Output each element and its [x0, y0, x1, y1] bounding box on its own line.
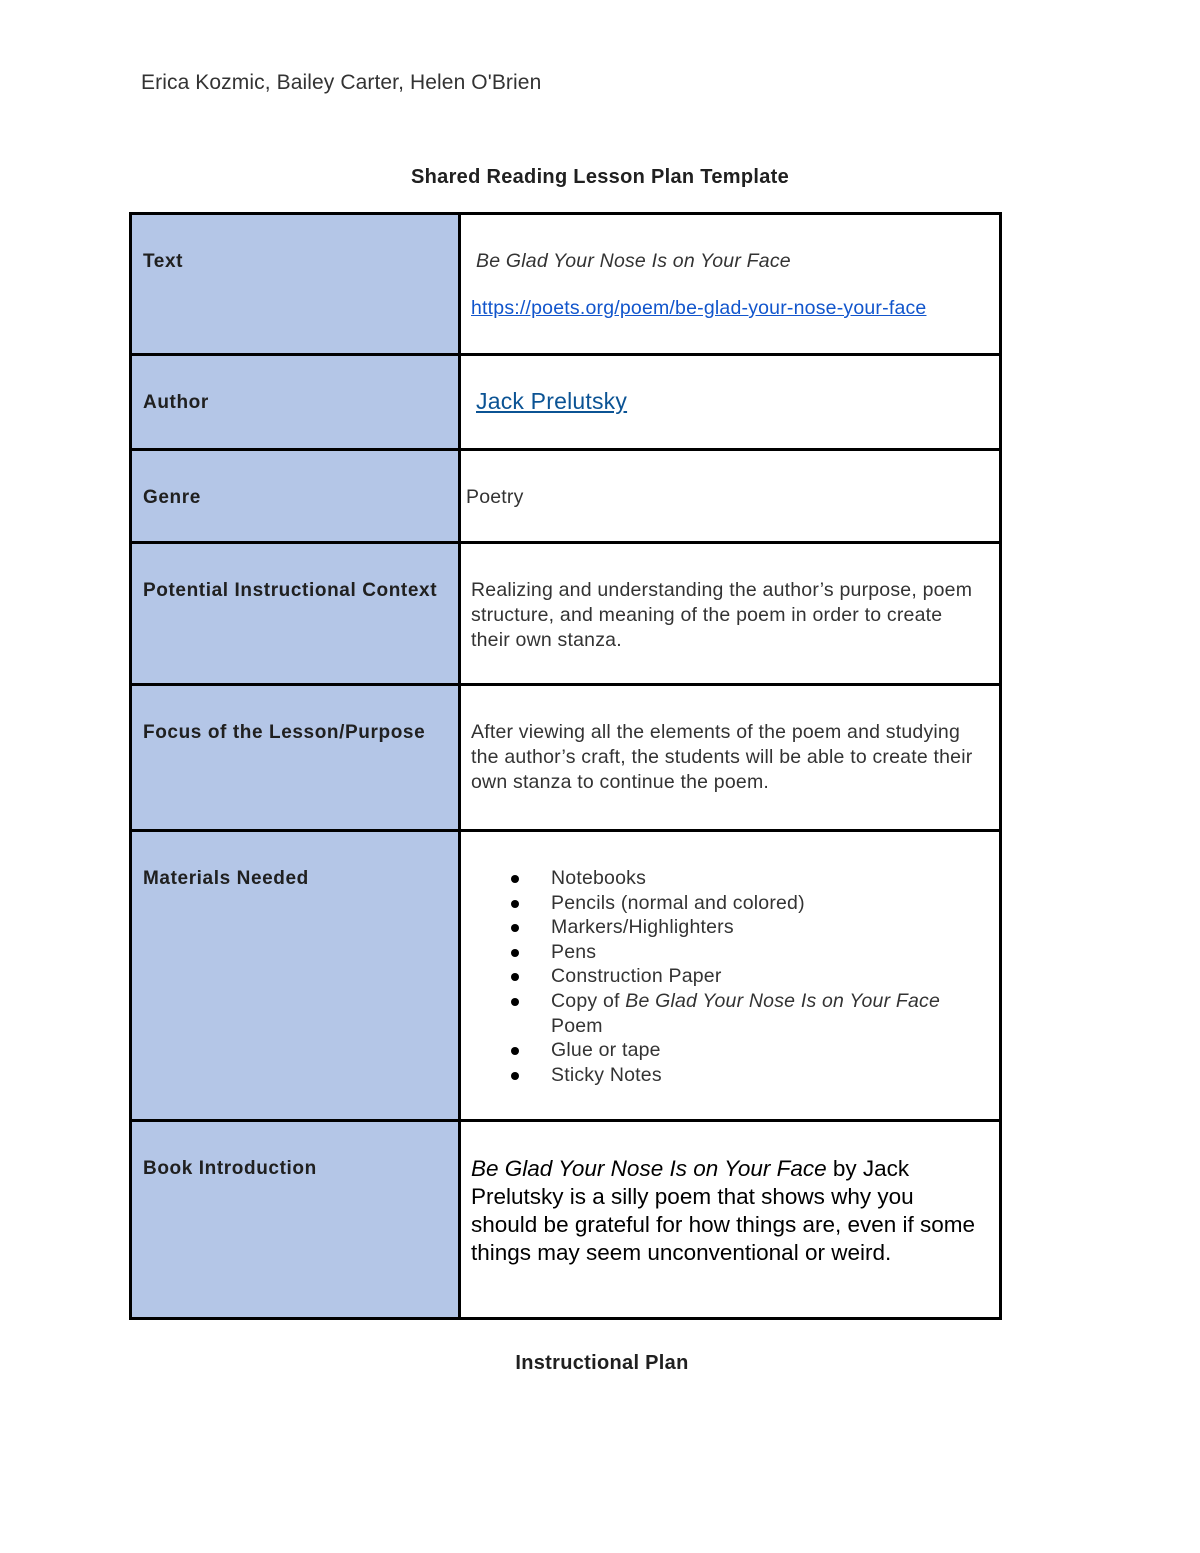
- label-cell: [131, 214, 460, 355]
- bullet-icon: [511, 875, 519, 883]
- introduction-label: Book Introduction: [143, 1158, 317, 1179]
- document-title: Shared Reading Lesson Plan Template: [411, 166, 789, 188]
- list-item: Pens: [511, 940, 983, 965]
- focus-value: After viewing all the elements of the poem and studying the author’s craft, the students will be able to create their own stanza to continue the poem.: [471, 721, 973, 793]
- table-row-text: [131, 214, 1001, 355]
- document-authors: Erica Kozmic, Bailey Carter, Helen O'Brien: [141, 71, 542, 94]
- list-item: Notebooks: [511, 866, 983, 891]
- value-cell: [460, 543, 1001, 685]
- bullet-icon: [511, 973, 519, 981]
- text-label: Text: [143, 251, 184, 272]
- introduction-title: Be Glad Your Nose Is on Your Face: [471, 1156, 827, 1181]
- label-cell: [131, 685, 460, 831]
- bullet-icon: [511, 949, 519, 957]
- genre-value: Poetry: [466, 486, 524, 508]
- table-row-author: [131, 355, 1001, 450]
- focus-label: Focus of the Lesson/Purpose: [143, 722, 426, 743]
- bullet-icon: [511, 1072, 519, 1080]
- bullet-icon: [511, 998, 519, 1006]
- value-cell: [460, 450, 1001, 543]
- poem-title: Be Glad Your Nose Is on Your Face: [476, 250, 791, 272]
- table-row-focus: [131, 685, 1001, 831]
- bullet-icon: [511, 900, 519, 908]
- value-cell: [460, 355, 1001, 450]
- bullet-icon: [511, 924, 519, 932]
- label-cell: [131, 450, 460, 543]
- table-row-genre: [131, 450, 1001, 543]
- table-row-context: [131, 543, 1001, 685]
- materials-list: [471, 866, 983, 1087]
- poem-link[interactable]: https://poets.org/poem/be-glad-your-nose-your-face: [471, 297, 927, 319]
- list-item: Pencils (normal and colored): [511, 891, 983, 916]
- context-value: Realizing and understanding the author’s purpose, poem structure, and meaning of the poem in order to create their own stanza.: [471, 579, 973, 651]
- list-item: Sticky Notes: [511, 1063, 983, 1088]
- bullet-icon: [511, 1047, 519, 1055]
- introduction-value: [461, 1122, 999, 1267]
- introduction-body: by Jack Prelutsky is a silly poem that shows why you should be grateful for how things are, even if some things may seem unconventional or weird.: [471, 1156, 976, 1265]
- list-item: Copy of Be Glad Your Nose Is on Your Face Poem: [511, 989, 983, 1038]
- author-label: Author: [143, 392, 209, 413]
- label-cell: [131, 355, 460, 450]
- poem-title-inline: Be Glad Your Nose Is on Your Face: [625, 989, 941, 1012]
- list-item: Construction Paper: [511, 964, 983, 989]
- label-cell: [131, 1121, 460, 1319]
- label-cell: [131, 543, 460, 685]
- list-item: Glue or tape: [511, 1038, 983, 1063]
- label-cell: [131, 831, 460, 1121]
- materials-label: Materials Needed: [143, 868, 309, 889]
- value-cell: [460, 214, 1001, 355]
- lesson-plan-table: [129, 212, 1002, 1320]
- genre-label: Genre: [143, 487, 201, 508]
- instructional-plan-heading: Instructional Plan: [515, 1352, 689, 1374]
- table-row-materials: [131, 831, 1001, 1121]
- value-cell: [460, 1121, 1001, 1319]
- table-row-introduction: [131, 1121, 1001, 1319]
- context-label: Potential Instructional Context: [143, 580, 438, 601]
- list-item: Markers/Highlighters: [511, 915, 983, 940]
- value-cell: [460, 831, 1001, 1121]
- author-link[interactable]: Jack Prelutsky: [476, 388, 628, 414]
- value-cell: [460, 685, 1001, 831]
